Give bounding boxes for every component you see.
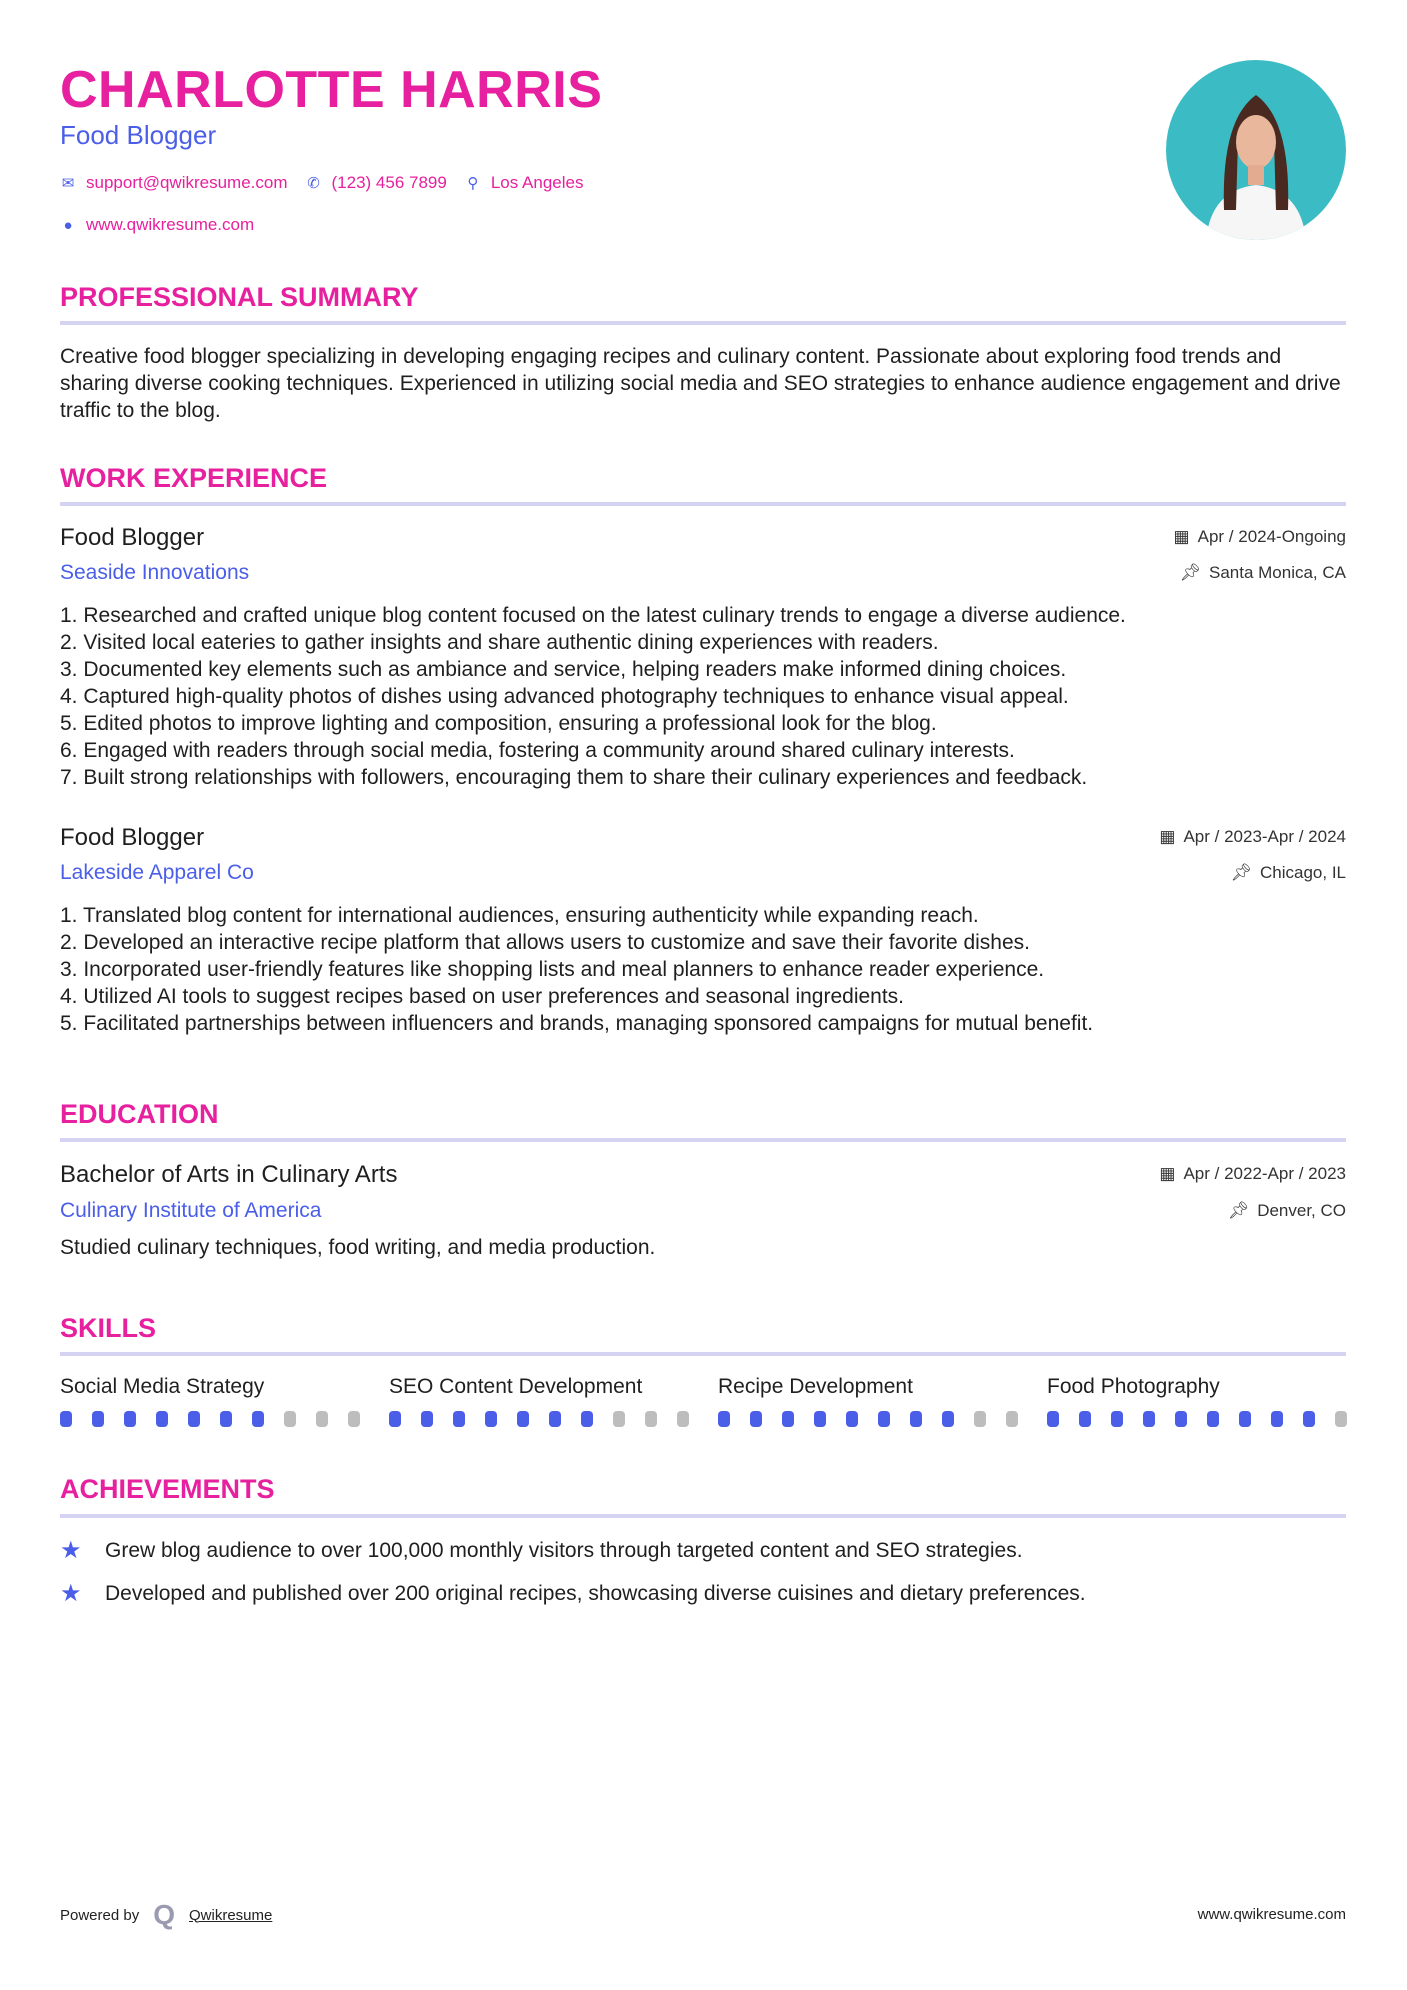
rating-dot-filled	[389, 1411, 401, 1427]
rating-dot-filled	[252, 1411, 264, 1427]
list-item: 1. Translated blog content for international audiences, ensuring authenticity while expanding reach.	[60, 904, 979, 927]
rating-dot-empty	[1006, 1411, 1018, 1427]
rating-dot-filled	[1175, 1411, 1187, 1427]
job-location	[1230, 863, 1346, 883]
dates-text: Apr / 2022-Apr / 2023	[1183, 1164, 1346, 1183]
education-description: Studied culinary techniques, food writing, and media production.	[60, 1236, 656, 1259]
list-item: 5. Edited photos to improve lighting and composition, ensuring a professional look for the blog.	[60, 712, 937, 735]
calendar-icon: ▦	[1159, 1164, 1176, 1183]
pushpin-icon: 📌︎	[1179, 563, 1201, 582]
rating-dot-empty	[1335, 1411, 1347, 1427]
education-heading: EDUCATION	[60, 1099, 219, 1129]
location-text: Chicago, IL	[1260, 863, 1346, 882]
website-row	[60, 215, 254, 235]
footer-website[interactable]: www.qwikresume.com	[1197, 1906, 1346, 1923]
job-dates	[1174, 527, 1346, 547]
rating-dot-filled	[1207, 1411, 1219, 1427]
rating-dot-filled	[188, 1411, 200, 1427]
summary-heading: PROFESSIONAL SUMMARY	[60, 282, 419, 312]
rating-dot-empty	[645, 1411, 657, 1427]
rating-dot-filled	[1079, 1411, 1091, 1427]
skill-name: Recipe Development	[718, 1375, 913, 1398]
rating-dot-filled	[549, 1411, 561, 1427]
rating-dot-empty	[974, 1411, 986, 1427]
rating-dot-filled	[846, 1411, 858, 1427]
rating-dot-filled	[942, 1411, 954, 1427]
list-item: 2. Visited local eateries to gather insights and share authentic dining experiences with readers.	[60, 631, 939, 654]
rating-dot-filled	[60, 1411, 72, 1427]
skills-heading: SKILLS	[60, 1313, 157, 1343]
rating-dot-filled	[453, 1411, 465, 1427]
star-icon: ★	[60, 1580, 82, 1607]
list-item: 3. Incorporated user-friendly features like shopping lists and meal planners to enhance reader experience.	[60, 958, 1045, 981]
divider	[60, 1352, 1346, 1356]
rating-dot-filled	[581, 1411, 593, 1427]
rating-dot-filled	[814, 1411, 826, 1427]
rating-dot-filled	[782, 1411, 794, 1427]
list-item: 6. Engaged with readers through social media, fostering a community around shared culinary interests.	[60, 739, 1015, 762]
bullet-list	[60, 602, 1350, 791]
rating-dot-filled	[1239, 1411, 1251, 1427]
rating-dot-filled	[421, 1411, 433, 1427]
list-item: 2. Developed an interactive recipe platform that allows users to customize and save their favorite dishes.	[60, 931, 1030, 954]
job-title: Food Blogger	[60, 824, 205, 851]
skill-rating	[1047, 1411, 1347, 1427]
skill-item	[718, 1375, 1018, 1427]
job-dates	[1159, 827, 1346, 847]
website-link[interactable]: www.qwikresume.com	[86, 215, 255, 234]
rating-dot-filled	[220, 1411, 232, 1427]
list-item: 4. Captured high-quality photos of dishes using advanced photography techniques to enhance visual appeal.	[60, 685, 1069, 708]
summary-text: Creative food blogger specializing in developing engaging recipes and culinary content. Passionate about exploring food trends and sharing diverse cooking techniques. Experienced in utilizing social media and SEO strategies to enhance audience engagement and drive traffic to the blog.	[60, 345, 1341, 422]
skill-item	[1047, 1375, 1347, 1427]
company-name: Seaside Innovations	[60, 561, 250, 584]
education-location	[1228, 1201, 1346, 1221]
bullet-list	[60, 902, 1350, 1037]
location-text: Santa Monica, CA	[1208, 563, 1346, 582]
skills-grid	[60, 1375, 1347, 1427]
rating-dot-empty	[613, 1411, 625, 1427]
star-icon: ★	[60, 1537, 82, 1564]
rating-dot-filled	[92, 1411, 104, 1427]
skill-rating	[718, 1411, 1018, 1427]
achievements-heading: ACHIEVEMENTS	[60, 1474, 275, 1504]
list-item: 7. Built strong relationships with followers, encouraging them to share their culinary experiences and feedback.	[60, 766, 1088, 789]
rating-dot-filled	[156, 1411, 168, 1427]
powered-by-text: Powered by	[60, 1906, 140, 1924]
envelope-icon: ✉	[61, 175, 75, 192]
rating-dot-filled	[1303, 1411, 1315, 1427]
achievement-text: Developed and published over 200 original recipes, showcasing diverse cuisines and dietary preferences.	[105, 1581, 1086, 1605]
rating-dot-filled	[124, 1411, 136, 1427]
skill-rating	[389, 1411, 689, 1427]
rating-dot-filled	[878, 1411, 890, 1427]
rating-dot-filled	[1271, 1411, 1283, 1427]
globe-icon: ●	[63, 216, 73, 234]
qwikresume-logo-icon: Q	[153, 1899, 175, 1930]
pushpin-icon: 📌︎	[1227, 1201, 1250, 1220]
rating-dot-filled	[485, 1411, 497, 1427]
skill-rating	[60, 1411, 360, 1427]
calendar-icon: ▦	[1159, 827, 1176, 846]
dates-text: Apr / 2024-Ongoing	[1197, 527, 1346, 546]
brand-link[interactable]: Qwikresume	[189, 1906, 273, 1924]
list-item: 3. Documented key elements such as ambiance and service, helping readers make informed dining choices.	[60, 658, 1067, 681]
achievement-text: Grew blog audience to over 100,000 monthly visitors through targeted content and SEO strategies.	[105, 1538, 1023, 1562]
education-dates	[1159, 1164, 1346, 1184]
rating-dot-filled	[1143, 1411, 1155, 1427]
skill-item	[389, 1375, 689, 1427]
skill-name: SEO Content Development	[389, 1375, 643, 1398]
email-link[interactable]: support@qwikresume.com	[86, 173, 288, 192]
profile-photo	[1166, 60, 1346, 240]
pushpin-icon: 📌︎	[1230, 863, 1252, 882]
rating-dot-filled	[718, 1411, 730, 1427]
phone-icon: ✆	[307, 175, 320, 192]
location-text: Denver, CO	[1257, 1201, 1346, 1220]
degree: Bachelor of Arts in Culinary Arts	[60, 1161, 398, 1188]
calendar-icon: ▦	[1173, 527, 1190, 546]
rating-dot-filled	[517, 1411, 529, 1427]
school: Culinary Institute of America	[60, 1199, 322, 1222]
achievement-item	[60, 1536, 1023, 1565]
experience-heading: WORK EXPERIENCE	[60, 463, 328, 493]
achievement-item	[60, 1579, 1086, 1608]
candidate-name: CHARLOTTE HARRIS	[60, 61, 603, 119]
rating-dot-filled	[750, 1411, 762, 1427]
map-pin-icon: ⚲	[467, 175, 479, 192]
skill-item	[60, 1375, 360, 1427]
rating-dot-empty	[316, 1411, 328, 1427]
job-title: Food Blogger	[60, 120, 217, 150]
rating-dot-empty	[348, 1411, 360, 1427]
list-item: 5. Facilitated partnerships between influencers and brands, managing sponsored campaigns for mutual benefit.	[60, 1012, 1094, 1035]
skill-name: Social Media Strategy	[60, 1375, 265, 1398]
job-location	[1179, 563, 1346, 583]
rating-dot-empty	[284, 1411, 296, 1427]
footer-left	[60, 1899, 272, 1931]
dates-text: Apr / 2023-Apr / 2024	[1183, 827, 1346, 846]
contact-row	[60, 173, 583, 193]
divider	[60, 502, 1346, 506]
skill-name: Food Photography	[1047, 1375, 1220, 1398]
job-title: Food Blogger	[60, 524, 205, 551]
list-item: 1. Researched and crafted unique blog content focused on the latest culinary trends to engage a diverse audience.	[60, 604, 1126, 627]
divider	[60, 321, 1346, 325]
list-item: 4. Utilized AI tools to suggest recipes based on user preferences and seasonal ingredients.	[60, 985, 905, 1008]
company-name: Lakeside Apparel Co	[60, 861, 254, 884]
rating-dot-filled	[910, 1411, 922, 1427]
rating-dot-filled	[1111, 1411, 1123, 1427]
rating-dot-filled	[1047, 1411, 1059, 1427]
location-text: Los Angeles	[490, 173, 584, 192]
rating-dot-empty	[677, 1411, 689, 1427]
divider	[60, 1514, 1346, 1518]
phone-text: (123) 456 7899	[331, 173, 447, 192]
divider	[60, 1138, 1346, 1142]
